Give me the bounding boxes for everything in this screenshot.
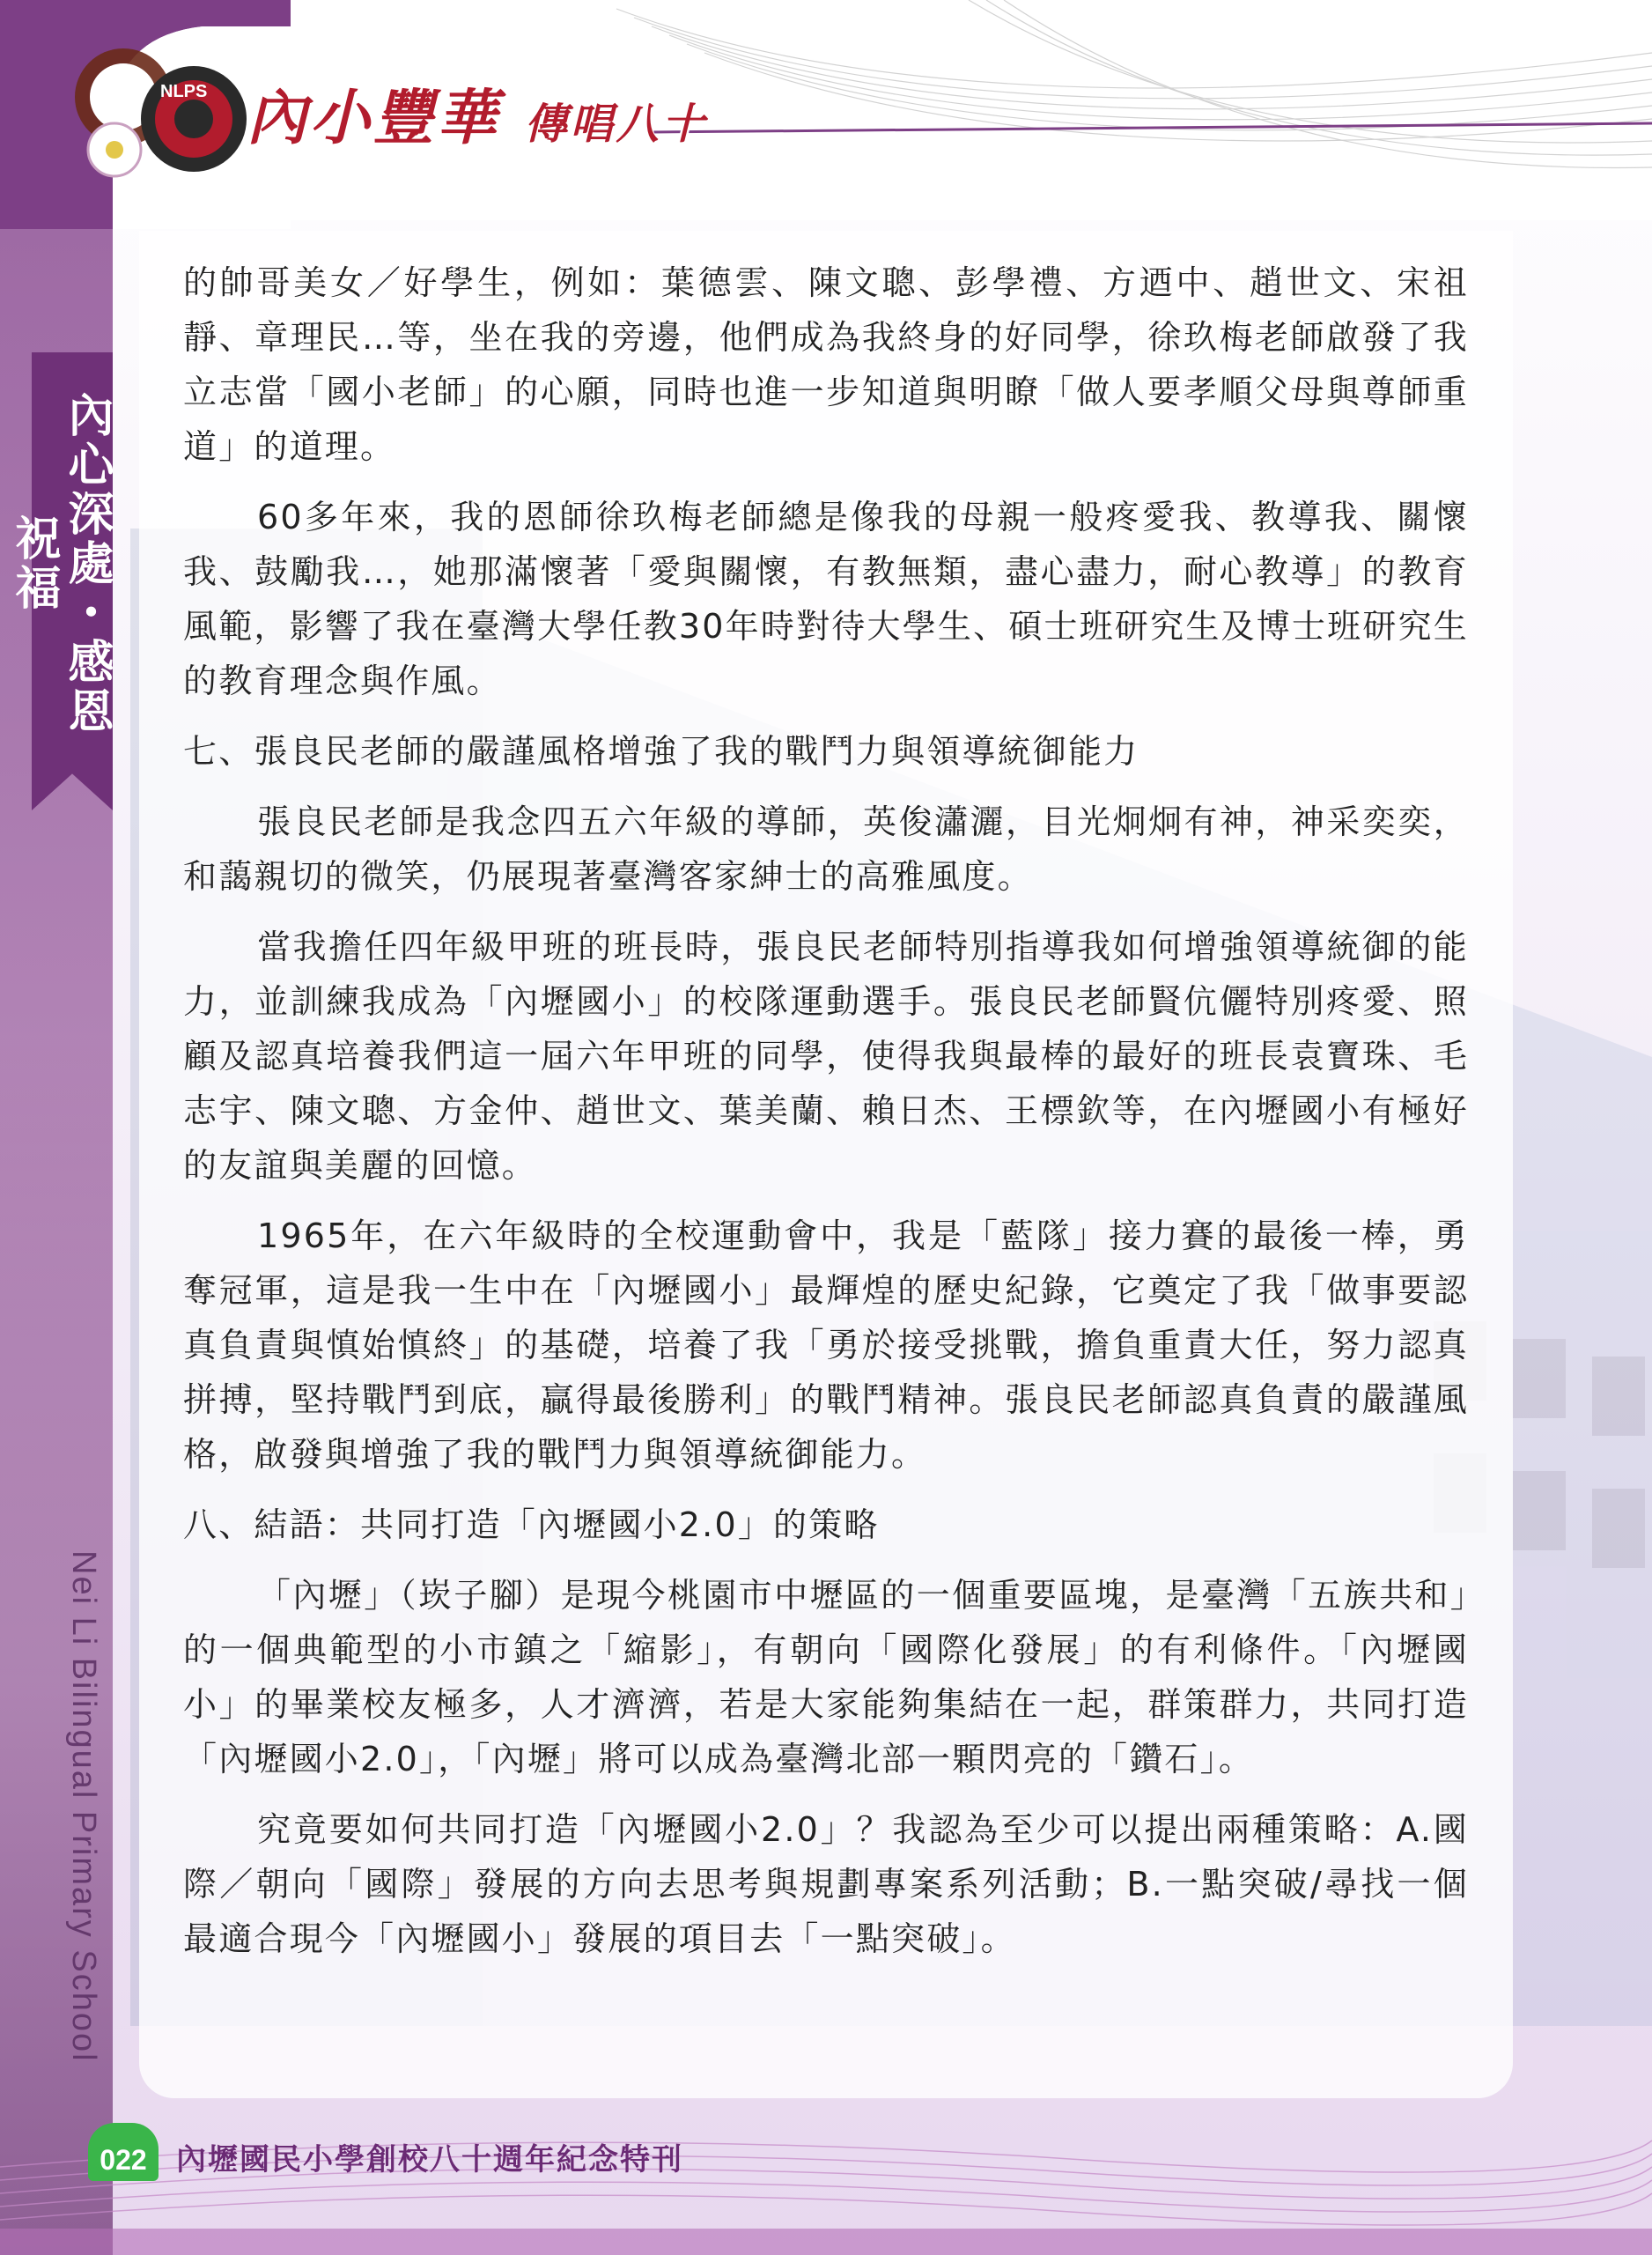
school-name-vertical: Nei Li Bilingual Primary School xyxy=(65,1550,102,2063)
paragraph-4: 當我擔任四年級甲班的班長時，張良民老師特別指導我如何增強領導統御的能力，並訓練我成為「內壢國小」的校隊運動選手。張良民老師賢伉儷特別疼愛、照顧及認真培養我們這一屆六年甲班的同學，使得我與最棒的最好的班長袁寶珠、毛志宇、陳文聰、方金仲、趙世文、葉美蘭、賴日杰、王標欽等，在內壢國小有極好的友誼與美麗的回憶。 xyxy=(183,928,1469,1185)
paragraph-7: 究竟要如何共同打造「內壢國小2.0」？我認為至少可以提出兩種策略：A.國際／朝向「國際」發展的方向去思考與規劃專案系列活動；B.一點突破/尋找一個最適合現今「內壢國小」發展的項目去「一點突破」。 xyxy=(183,1810,1469,1958)
section-heading-8: 八、結語：共同打造「內壢國小2.0」的策略 xyxy=(183,1505,880,1544)
title-part1: 內小豐華 xyxy=(247,83,501,153)
article-body xyxy=(183,255,1469,1982)
paragraph-1: 的帥哥美女／好學生，例如：葉德雲、陳文聰、彭學禮、方迺中、趙世文、宋祖靜、章理民…等，坐在我的旁邊，他們成為我終身的好同學，徐玖梅老師啟發了我立志當「國小老師」的心願，同時也進一步知道與明瞭「做人要孝順父母與尊師重道」的道理。 xyxy=(183,263,1469,466)
section-heading-7: 七、張良民老師的嚴謹風格增強了我的戰鬥力與領導統御能力 xyxy=(183,732,1139,771)
paragraph-2: 60多年來，我的恩師徐玖梅老師總是像我的母親一般疼愛我、教導我、關懷我、鼓勵我…，她那滿懷著「愛與關懷，有教無類，盡心盡力，耐心教導」的教育風範，影響了我在臺灣大學任教30年時對待大學生、碩士班研究生及博士班研究生的教育理念與作風。 xyxy=(183,498,1469,700)
school-80-logo xyxy=(62,35,255,194)
footer-title: 內壢國民小學創校八十週年紀念特刊 xyxy=(176,2142,683,2177)
magazine-title xyxy=(247,70,708,156)
title-part2: 傳唱八十 xyxy=(524,100,708,149)
page-number: 022 xyxy=(88,2123,159,2181)
svg-text:NLPS: NLPS xyxy=(160,82,208,101)
paragraph-6: 「內壢」（崁子腳）是現今桃園市中壢區的一個重要區塊，是臺灣「五族共和」的一個典範型的小市鎮之「縮影」，有朝向「國際化發展」的有利條件。「內壢國小」的畢業校友極多，人才濟濟，若是大家能夠集結在一起，群策群力，共同打造「內壢國小2.0」，「內壢」將可以成為臺灣北部一顆閃亮的「鑽石」。 xyxy=(183,1576,1469,1778)
section-tab-label: 內心深處・感恩祝福 xyxy=(7,391,114,736)
paragraph-5: 1965年，在六年級時的全校運動會中，我是「藍隊」接力賽的最後一棒，勇奪冠軍，這是我一生中在「內壢國小」最輝煌的歷史紀錄，它奠定了我「做事要認真負責與慎始慎終」的基礎，培養了我「勇於接受挑戰，擔負重責大任，努力認真拼搏，堅持戰鬥到底，贏得最後勝利」的戰鬥精神。張良民老師認真負責的嚴謹風格，啟發與增強了我的戰鬥力與領導統御能力。 xyxy=(183,1216,1469,1474)
paragraph-3: 張良民老師是我念四五六年級的導師，英俊瀟灑，目光炯炯有神，神采奕奕，和藹親切的微笑，仍展現著臺灣客家紳士的高雅風度。 xyxy=(183,802,1469,896)
